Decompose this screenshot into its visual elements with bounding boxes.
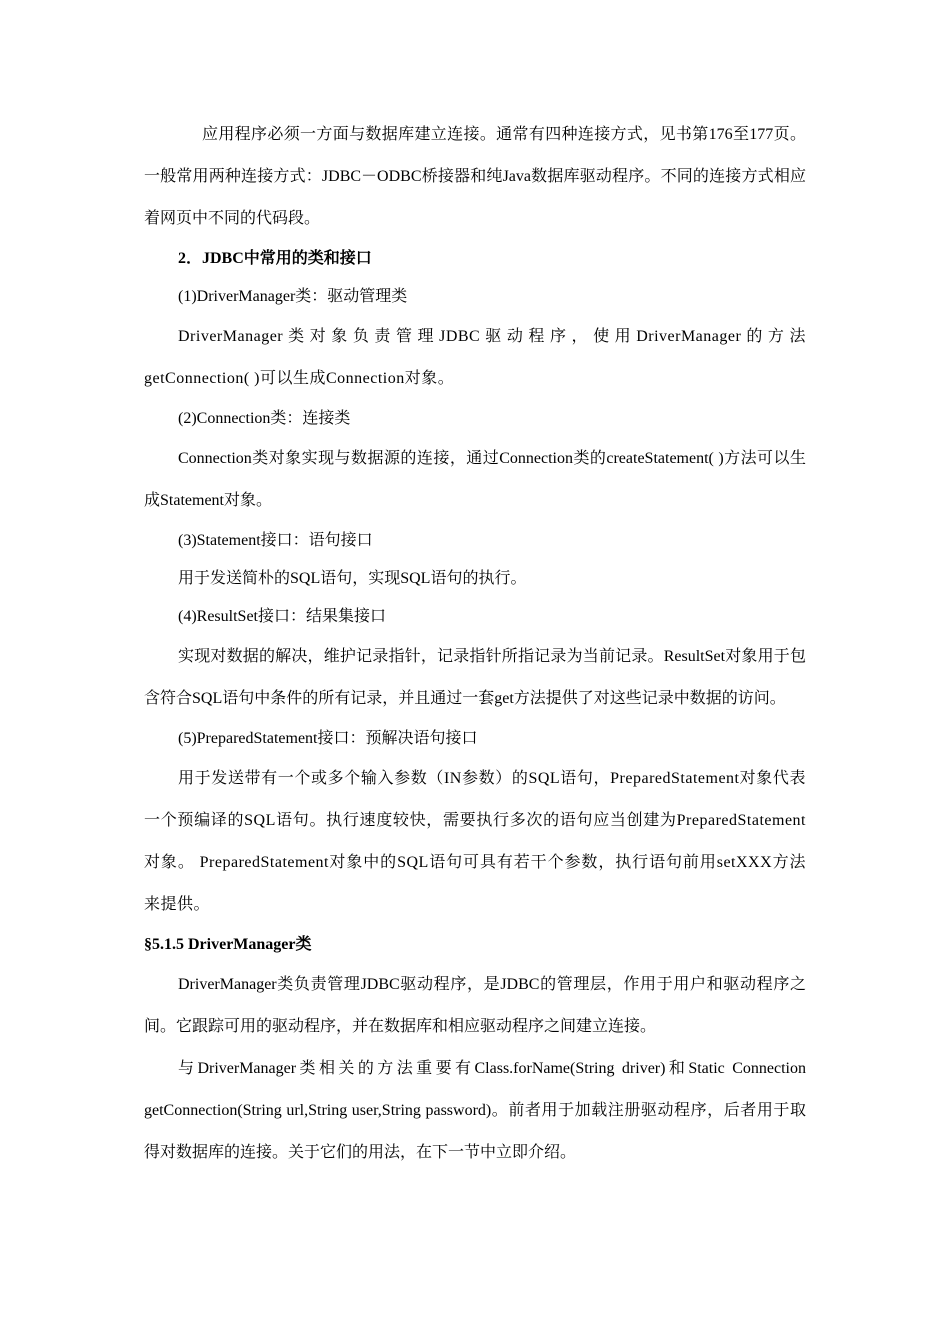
item-resultset-title: (4)ResultSet接口：结果集接口	[178, 608, 386, 625]
section-heading-drivermanager: §5.1.5 DriverManager类	[144, 936, 312, 953]
drivermanager-paragraph-1: DriverManager类负责管理JDBC驱动程序，是JDBC的管理层，作用于用户和驱动程序之间。它跟踪可用的驱动程序，并在数据库和相应驱动程序之间建立连接。	[144, 976, 806, 1035]
item-connection-body: Connection类对象实现与数据源的连接，通过Connection类的createStatement( )方法可以生成Statement对象。	[144, 450, 806, 509]
item-preparedstatement-title: (5)PreparedStatement接口：预解决语句接口	[178, 730, 478, 747]
section-heading-jdbc-classes: 2．JDBC中常用的类和接口	[178, 250, 372, 267]
item-connection-title: (2)Connection类：连接类	[178, 410, 351, 427]
item-drivermanager-body: DriverManager类对象负责管理JDBC驱动程序，使用DriverManager的方法getConnection( )可以生成Connection对象。	[144, 328, 806, 387]
page-content	[144, 114, 806, 1174]
item-statement-body: 用于发送简朴的SQL语句，实现SQL语句的执行。	[178, 570, 527, 587]
item-resultset-body: 实现对数据的解决，维护记录指针，记录指针所指记录为当前记录。ResultSet对象用于包含符合SQL语句中条件的所有记录，并且通过一套get方法提供了对这些记录中数据的访问。	[144, 648, 806, 707]
intro-paragraph: 应用程序必须一方面与数据库建立连接。通常有四种连接方式，见书第176至177页。一般常用两种连接方式：JDBC－ODBC桥接器和纯Java数据库驱动程序。不同的连接方式相应着网页中不同的代码段。	[144, 126, 806, 227]
item-statement-title: (3)Statement接口：语句接口	[178, 532, 373, 549]
item-drivermanager-title: (1)DriverManager类：驱动管理类	[178, 288, 408, 305]
drivermanager-paragraph-2: 与DriverManager类相关的方法重要有Class.forName(String driver)和Static Connection getConnection(String url,String user,String password)。前者用于加载注册驱动程序，后者用于取得对数据库的连接。关于它们的用法，在下一节中立即介绍。	[144, 1060, 806, 1161]
item-preparedstatement-body: 用于发送带有一个或多个输入参数（IN参数）的SQL语句，PreparedStatement对象代表一个预编译的SQL语句。执行速度较快，需要执行多次的语句应当创建为PreparedStatement对象。 PreparedStatement对象中的SQL语句可具有若干个参数，执行语句前用setXXX方法来提供。	[144, 770, 806, 913]
